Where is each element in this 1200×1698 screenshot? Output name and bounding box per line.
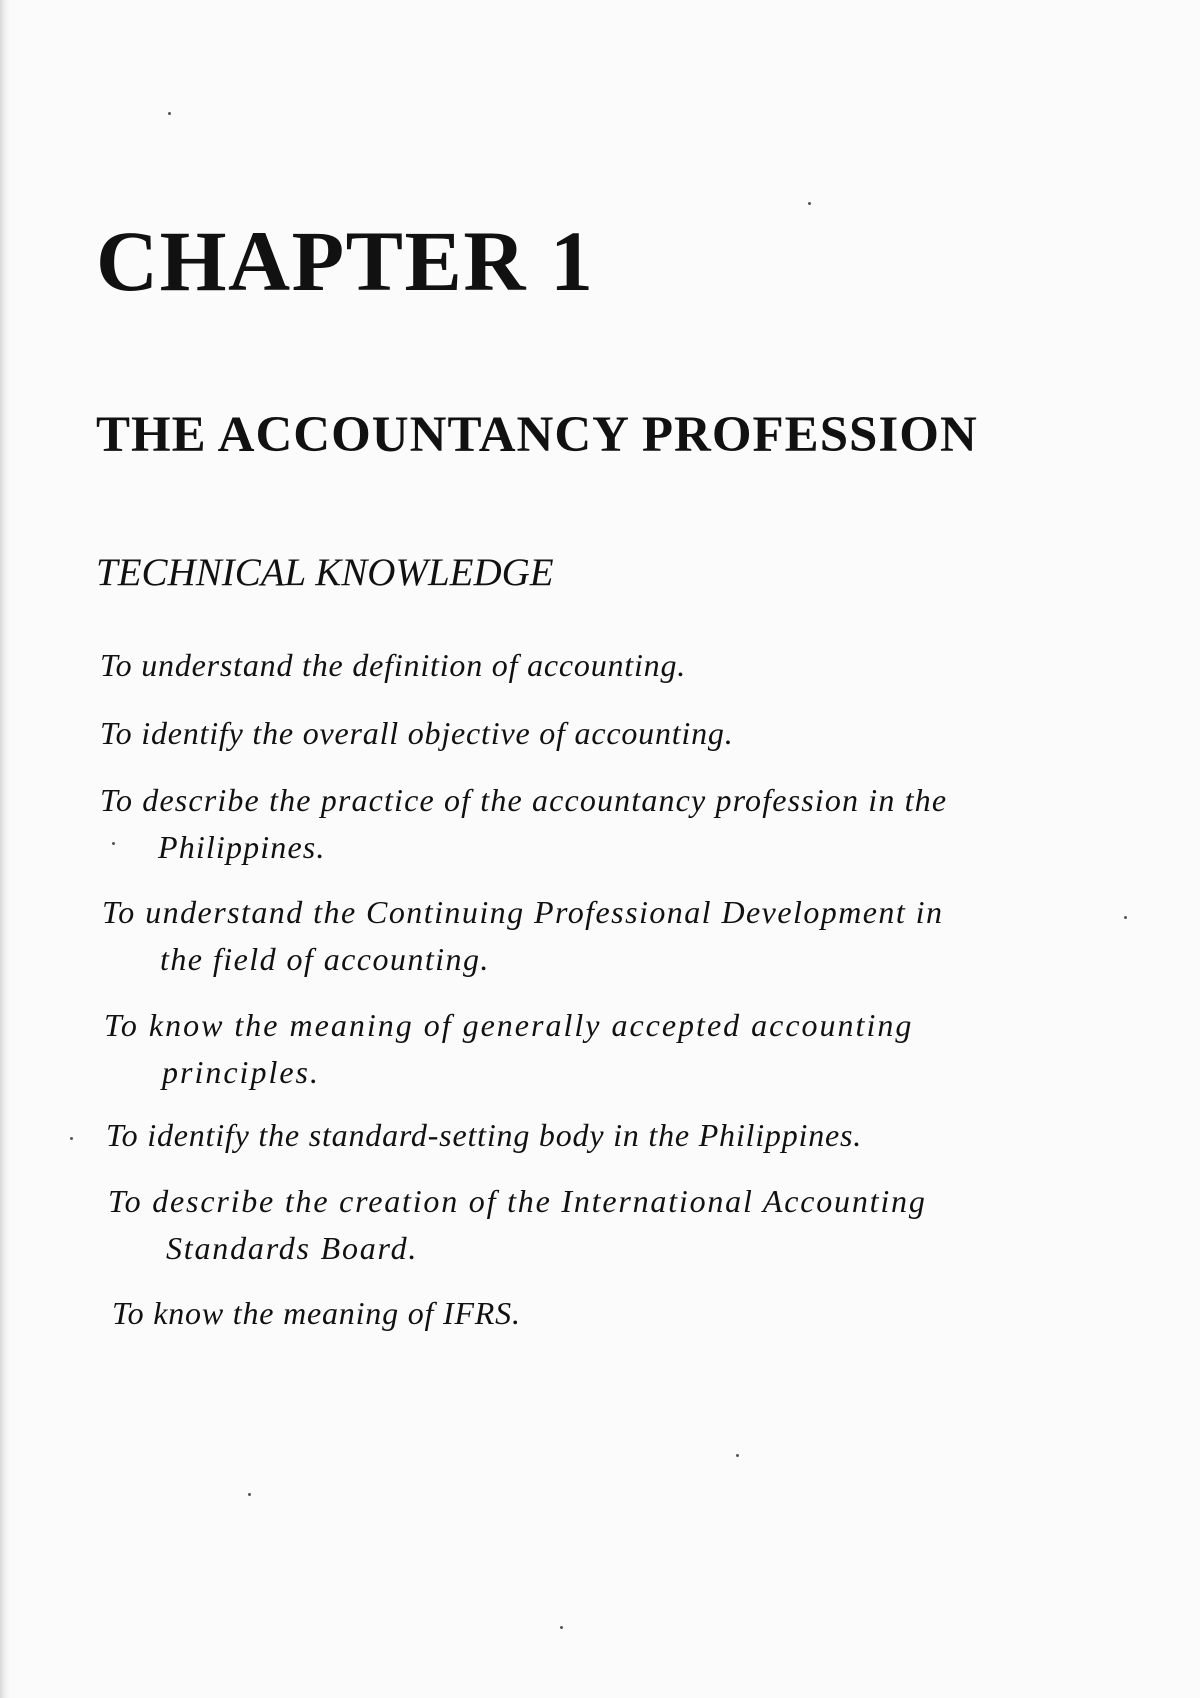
objective-item	[100, 642, 1110, 689]
objective-line: To know the meaning of generally accepted accounting	[104, 1007, 914, 1043]
objective-line: To know the meaning of IFRS.	[112, 1295, 521, 1331]
scan-speck	[560, 1626, 563, 1629]
page-edge-shadow	[0, 0, 10, 1698]
section-heading: TECHNICAL KNOWLEDGE	[96, 551, 554, 594]
objective-item	[108, 1178, 1118, 1272]
objective-line: To understand the definition of accounting.	[100, 647, 687, 683]
scan-speck	[808, 202, 811, 205]
objective-line: To describe the creation of the International Accounting	[108, 1183, 927, 1219]
objective-item	[100, 777, 1110, 871]
objective-line: To describe the practice of the accountancy profession in the	[100, 782, 948, 818]
objective-item	[104, 1002, 1114, 1096]
scan-speck	[736, 1454, 739, 1457]
objective-line: To understand the Continuing Professional Development in	[102, 894, 944, 930]
objective-item	[100, 710, 1110, 757]
objective-item	[112, 1290, 1122, 1337]
scan-speck	[1124, 916, 1127, 919]
objective-continuation-line: principles.	[162, 1054, 320, 1090]
scan-speck	[248, 1493, 251, 1496]
objective-continuation-line: Standards Board.	[166, 1230, 419, 1266]
objective-line: To identify the overall objective of accounting.	[100, 715, 734, 751]
scan-speck	[168, 112, 171, 115]
chapter-title: THE ACCOUNTANCY PROFESSION	[96, 407, 978, 463]
objective-continuation-line: the field of accounting.	[160, 941, 490, 977]
objective-item	[106, 1112, 1116, 1159]
chapter-heading: CHAPTER 1	[96, 213, 595, 309]
objective-continuation-line: Philippines.	[158, 829, 326, 865]
objective-line: To identify the standard-setting body in the Philippines.	[106, 1117, 863, 1153]
objective-item	[102, 889, 1112, 983]
scan-speck	[70, 1137, 73, 1140]
scan-speck	[112, 842, 115, 845]
